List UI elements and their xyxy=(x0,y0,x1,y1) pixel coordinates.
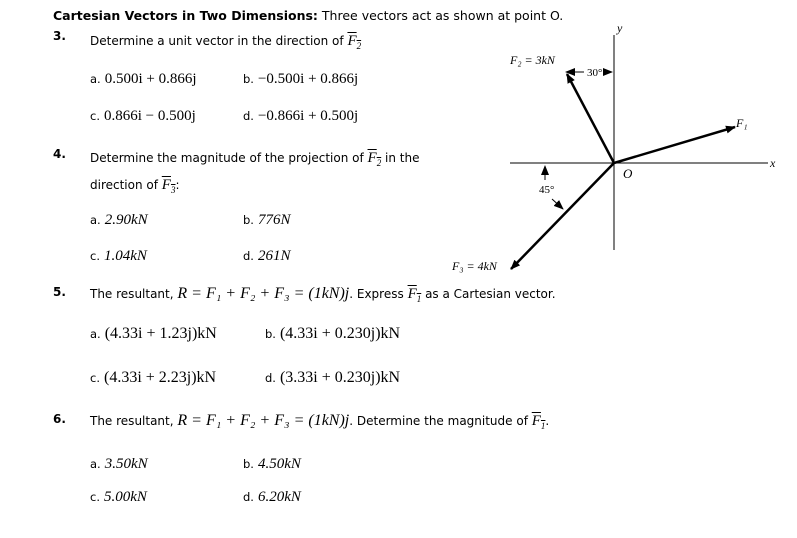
y-axis-label: y xyxy=(617,21,623,35)
title-bold: Cartesian Vectors in Two Dimensions: xyxy=(53,8,318,23)
q4-option-c[interactable]: c. 1.04kN xyxy=(90,248,147,264)
angle-45-arrow-diag xyxy=(552,199,563,209)
f2-vector xyxy=(567,74,614,163)
q3-option-d[interactable]: d. −0.866i + 0.500j xyxy=(243,108,359,124)
q3-option-b[interactable]: b. −0.500i + 0.866j xyxy=(243,71,359,87)
f3-vector xyxy=(511,163,614,269)
question-4-number: 4. xyxy=(53,147,66,161)
vector-ref: $F_2$ xyxy=(347,33,362,51)
question-4-text-line2: direction of $F_3$: xyxy=(90,177,180,195)
origin-label: O xyxy=(623,166,633,181)
q4-option-a[interactable]: a. 2.90kN xyxy=(90,212,148,228)
q4-option-b[interactable]: b. 776N xyxy=(243,212,291,228)
question-5-text: The resultant, R = F₁ + F₂ + F₃ = (1kN)j. Express $F_1$ as a Cartesian vector. xyxy=(90,285,556,304)
f2-label: F₂ = 3kN xyxy=(510,53,555,67)
q5-option-c[interactable]: c. (4.33i + 2.23j)kN xyxy=(90,369,217,386)
question-5-number: 5. xyxy=(53,285,66,299)
f3-label: F₃ = 4kN xyxy=(452,259,497,273)
q6-option-c[interactable]: c. 5.00kN xyxy=(90,489,147,505)
f1-vector xyxy=(614,127,735,163)
q5-option-b[interactable]: b. (4.33i + 0.230j)kN xyxy=(265,325,401,342)
question-3-text: Determine a unit vector in the direction of $F_2$ xyxy=(90,33,362,51)
title-rest: Three vectors act as shown at point O. xyxy=(321,8,564,23)
question-3-number: 3. xyxy=(53,29,66,43)
q6-option-d[interactable]: d. 6.20kN xyxy=(243,489,301,505)
angle-30-label: 30° xyxy=(587,67,603,79)
question-4-text-line1: Determine the magnitude of the projection of $F_2$ in the xyxy=(90,150,420,168)
question-6-number: 6. xyxy=(53,412,66,426)
q5-option-a[interactable]: a. (4.33i + 1.23j)kN xyxy=(90,325,217,342)
q4-option-d[interactable]: d. 261N xyxy=(243,248,291,264)
angle-45-label: 45° xyxy=(539,184,555,196)
q3-option-c[interactable]: c. 0.866i − 0.500j xyxy=(90,108,196,124)
q5-option-d[interactable]: d. (3.33i + 0.230j)kN xyxy=(265,369,401,386)
x-axis-label: x xyxy=(770,156,776,170)
q6-option-a[interactable]: a. 3.50kN xyxy=(90,456,148,472)
resultant-equation: R = F₁ + F₂ + F₃ = (1kN)j xyxy=(177,285,350,302)
f1-label: F₁ xyxy=(736,116,748,130)
question-6-text: The resultant, R = F₁ + F₂ + F₃ = (1kN)j. Determine the magnitude of $F_1$. xyxy=(90,412,550,431)
resultant-equation: R = F₁ + F₂ + F₃ = (1kN)j xyxy=(177,412,350,429)
q3-option-a[interactable]: a. 0.500i + 0.866j xyxy=(90,71,197,87)
q6-option-b[interactable]: b. 4.50kN xyxy=(243,456,301,472)
